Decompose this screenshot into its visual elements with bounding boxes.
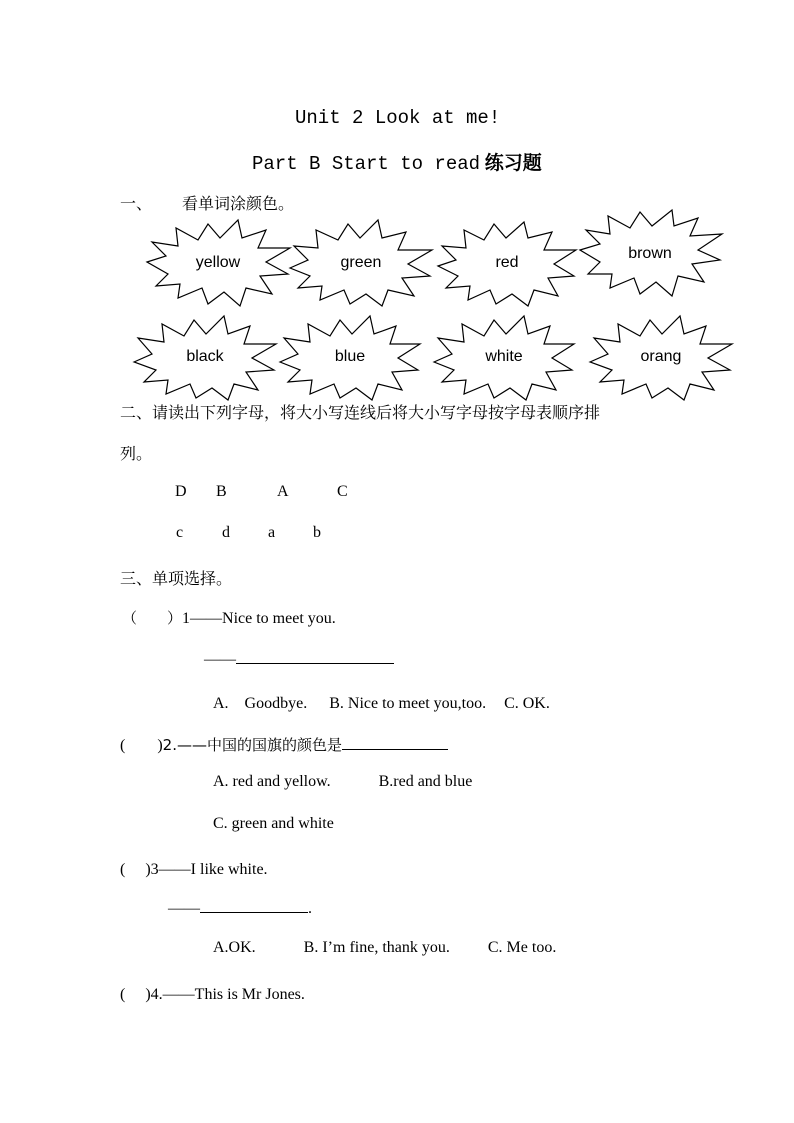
word-label: red [495,254,519,271]
section1-label: 一、 [120,194,153,213]
option-a[interactable]: A. red and yellow. [213,773,331,790]
option-c[interactable]: C. Me too. [487,939,557,956]
question-3 [120,856,268,879]
question-2 [120,732,448,755]
option-a[interactable]: A. Goodbye. [213,695,308,712]
question-1-reply [204,649,394,669]
word-burst-brown[interactable] [576,208,724,300]
option-c[interactable]: C. OK. [504,695,550,712]
word-burst-orang[interactable] [586,312,736,402]
word-burst-yellow[interactable] [142,218,294,308]
section2-instruction-line1: 二、请读出下列字母，将大小写连线后将大小写字母按字母表顺序排 [120,403,601,422]
section1-heading [120,191,294,214]
word-label: green [340,254,382,271]
option-b[interactable]: B.red and blue [378,773,473,790]
option-c[interactable]: C. green and white [213,815,334,832]
lowercase-letter: d [222,524,230,541]
question-3-reply [168,898,312,918]
question-1-options [213,690,550,713]
answer-paren[interactable]: （ ） [122,609,183,627]
reply-dash: —— [204,651,236,668]
word-label: black [186,348,224,365]
word-label: blue [334,348,366,365]
answer-blank[interactable] [236,649,394,664]
section2-instruction-line2: 列。 [120,444,153,463]
answer-paren[interactable]: ( ) [120,986,151,1003]
question-1-prompt: 1——Nice to meet you. [182,610,336,627]
option-a[interactable]: A.OK. [213,939,256,956]
answer-paren[interactable]: ( ) [120,861,151,878]
question-2-options-row1 [213,773,472,791]
answer-blank[interactable] [342,735,448,750]
question-4-prompt: 4.——This is Mr Jones. [150,986,305,1003]
question-1 [122,607,336,628]
subtitle-english: Part B Start to read [252,153,481,175]
section1-instruction: 看单词涂颜色。 [182,194,295,213]
question-3-options [213,939,556,957]
reply-end: . [308,900,312,917]
lowercase-letter: a [268,524,276,541]
question-3-prompt: 3——I like white. [150,861,268,878]
question-2-prompt: 2.——中国的国旗的颜色是 [162,736,342,754]
uppercase-letter: A [277,483,289,500]
option-b[interactable]: B. Nice to meet you,too. [329,695,487,712]
word-label: orang [640,348,682,365]
word-label: brown [628,245,672,262]
answer-paren[interactable]: ( ) [120,737,163,754]
page-title: Unit 2 Look at me! [295,107,501,129]
word-burst-blue[interactable] [276,312,424,402]
subtitle-chinese: 练习题 [484,152,542,174]
word-burst-green[interactable] [286,218,436,308]
reply-dash: —— [168,900,200,917]
question-2-options-row2 [213,815,334,833]
word-label: white [485,348,523,365]
lowercase-letter: c [176,524,184,541]
lowercase-letter: b [313,524,321,541]
uppercase-letter: D [175,483,187,500]
page-subtitle [252,148,542,175]
word-burst-red[interactable] [434,218,580,308]
word-burst-black[interactable] [130,312,280,402]
question-4 [120,981,305,1004]
section3-instruction: 三、单项选择。 [120,569,233,588]
answer-blank[interactable] [200,898,308,913]
uppercase-letter: C [337,483,348,500]
word-burst-white[interactable] [430,312,578,402]
word-label: yellow [195,254,241,271]
uppercase-letter: B [216,483,227,500]
option-b[interactable]: B. I’m fine, thank you. [303,939,450,956]
